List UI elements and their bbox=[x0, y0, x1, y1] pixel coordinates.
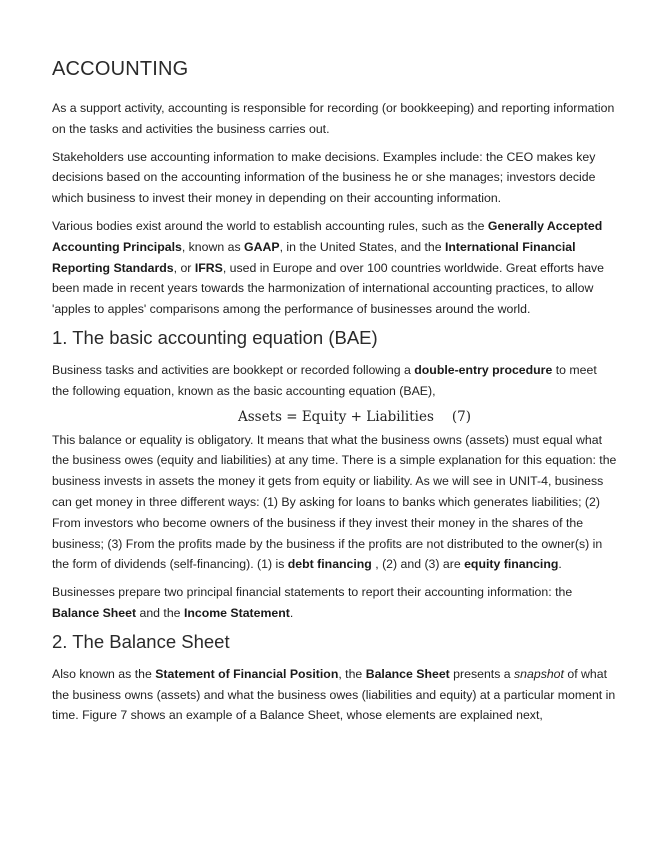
text-run: to meet the following equation, known as the basic accounting equation (BAE), bbox=[52, 362, 597, 398]
text-run: This balance or equality is obligatory. It means that what the business owns (assets) must equal what the business owes (equity and liabilities) at any time. There is a simple explanation for this equation: the business invests in assets the money it gets from equity or liability. As we will see in UNIT-4, business can get money in three different ways: (1) By asking for loans to banks which generates liabilities; (2) From investors who become owners of the business if they invest their money in the shares of the business; (3) From the profits made by the business if the profits are not distributed to the owner(s) in the form of dividends (self-financing). (1) is bbox=[52, 432, 617, 572]
text-run: . bbox=[289, 605, 294, 620]
text-run: , known as bbox=[181, 239, 245, 254]
text-run: , the bbox=[338, 666, 366, 681]
text-run: Businesses prepare two principal financial statements to report their accounting information: the bbox=[52, 585, 573, 600]
term-ifrs: IFRS bbox=[194, 260, 223, 275]
term-balance-sheet: Balance Sheet bbox=[52, 605, 137, 620]
text-run: and the bbox=[136, 605, 184, 620]
text-run: Business tasks and activities are bookkept or recorded following a bbox=[52, 362, 415, 377]
term-equity-financing: equity financing bbox=[464, 557, 559, 572]
section-1-heading: 1. The basic accounting equation (BAE) bbox=[52, 326, 378, 348]
section-2-paragraph-1 bbox=[52, 664, 617, 726]
term-ifrs-full: International Financial Reporting Standards bbox=[52, 239, 576, 275]
text-run: , used in Europe and over 100 countries worldwide. Great efforts have been made in recent years towards the harmonization of international accounting practices, to allow 'apples to apples' comparisons among the performance of businesses around the world. bbox=[52, 260, 605, 317]
intro-paragraph-2: Stakeholders use accounting information to make decisions. Examples include: the CEO makes key decisions based on the accounting information of the business he or she manages; investors decide which business to invest their money in depending on their accounting information. bbox=[52, 149, 596, 206]
term-income-statement: Income Statement bbox=[183, 605, 290, 620]
section-2-heading: 2. The Balance Sheet bbox=[52, 630, 230, 652]
text-run: , in the United States, and the bbox=[279, 239, 445, 254]
text-run: , or bbox=[173, 260, 195, 275]
section-1-paragraph-2 bbox=[52, 430, 617, 576]
text-run: , (2) and (3) are bbox=[371, 557, 465, 572]
term-double-entry: double-entry procedure bbox=[414, 362, 553, 377]
page-title: ACCOUNTING bbox=[52, 58, 189, 80]
term-balance-sheet: Balance Sheet bbox=[365, 666, 450, 681]
term-debt-financing: debt financing bbox=[287, 557, 372, 572]
equation-text: Assets = Equity + Liabilities bbox=[237, 408, 434, 425]
term-statement-financial-position: Statement of Financial Position bbox=[155, 666, 339, 681]
term-snapshot: snapshot bbox=[514, 666, 564, 681]
section-1-paragraph-1 bbox=[52, 360, 617, 402]
text-run: presents a bbox=[449, 666, 515, 681]
text-run: Various bodies exist around the world to establish accounting rules, such as the bbox=[52, 218, 488, 233]
term-gaap-full: Generally Accepted Accounting Principals bbox=[52, 218, 603, 254]
intro-paragraph-3 bbox=[52, 216, 617, 320]
intro-paragraph-1: As a support activity, accounting is responsible for recording (or bookkeeping) and reporting information on the tasks and activities the business carries out. bbox=[52, 101, 615, 136]
equation-number: (7) bbox=[451, 408, 471, 425]
text-run: Also known as the bbox=[52, 666, 156, 681]
text-run: . bbox=[558, 557, 562, 572]
term-gaap: GAAP bbox=[244, 239, 280, 254]
basic-accounting-equation bbox=[52, 406, 617, 428]
text-run: of what the business owns (assets) and what the business owes (liabilities and equity) at a particular moment in time. Figure 7 shows an example of a Balance Sheet, whose elements are explained next, bbox=[52, 666, 616, 723]
section-1-paragraph-3 bbox=[52, 582, 617, 624]
